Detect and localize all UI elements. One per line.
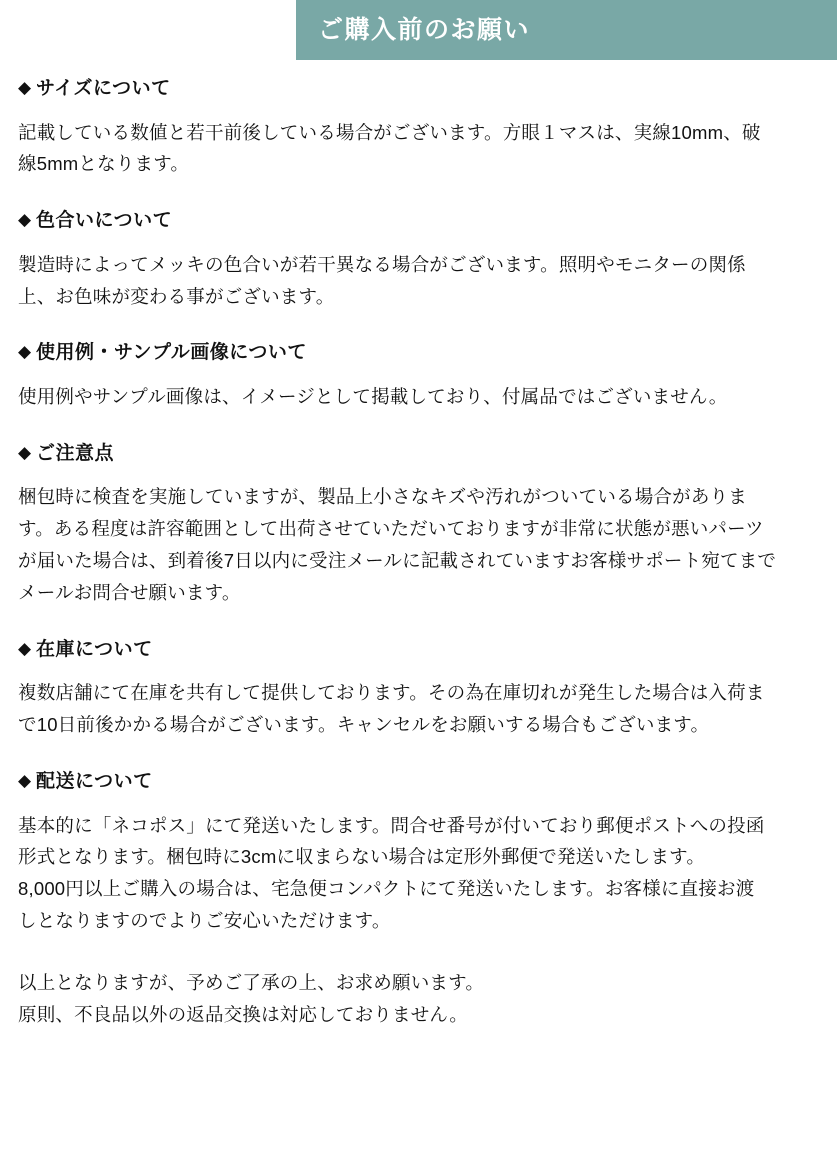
section-heading-sample-image	[18, 324, 819, 377]
section-body-color	[18, 245, 819, 325]
content-area	[0, 60, 837, 1030]
body-line: 記載している数値と若干前後している場合がございます。方眼１マスは、実線10mm、破	[18, 121, 761, 143]
section-heading-label: 色合いについて	[36, 210, 173, 232]
section-heading-label: 在庫について	[36, 638, 153, 660]
body-line: で10日前後かかる場合がございます。キャンセルをお願いする場合もございます。	[18, 714, 710, 736]
section-heading-shipping	[18, 753, 819, 806]
section-body-sample-image	[18, 377, 819, 425]
body-line: 線5mmとなります。	[18, 153, 190, 175]
closing-line: 原則、不良品以外の返品交換は対応しておりません。	[18, 1003, 468, 1025]
section-shipping	[18, 753, 819, 949]
body-line: 基本的に「ネコポス」にて発送いたします。問合せ番号が付いており郵便ポストへの投函	[18, 814, 765, 836]
section-sample-image	[18, 324, 819, 424]
body-line: 形式となります。梱包時に3cmに収まらない場合は定形外郵便で発送いたします。	[18, 846, 706, 868]
closing-note	[18, 949, 819, 1031]
page-title: ご購入前のお願い	[318, 16, 531, 44]
body-line: 上、お色味が変わる事がございます。	[18, 285, 335, 307]
body-line: 使用例やサンプル画像は、イメージとして掲載しており、付属品ではございません。	[18, 386, 728, 408]
diamond-bullet-icon: ◆	[18, 78, 32, 97]
section-stock	[18, 621, 819, 753]
section-heading-label: サイズについて	[36, 78, 171, 99]
section-caution	[18, 425, 819, 621]
section-heading-size	[18, 60, 819, 113]
section-color	[18, 192, 819, 324]
body-line: が届いた場合は、到着後7日以内に受注メールに記載されていますお客様サポート宛てまで	[18, 550, 777, 572]
section-heading-caution	[18, 425, 819, 478]
header-band	[0, 0, 837, 60]
section-size	[18, 60, 819, 192]
diamond-bullet-icon: ◆	[18, 442, 32, 462]
body-line: 8,000円以上ご購入の場合は、宅急便コンパクトにて発送いたします。お客様に直接お渡	[18, 878, 755, 900]
diamond-bullet-icon: ◆	[18, 342, 32, 362]
body-line: 製造時によってメッキの色合いが若干異なる場合がございます。照明やモニターの関係	[18, 253, 746, 275]
section-body-shipping	[18, 806, 819, 949]
section-body-stock	[18, 673, 819, 753]
diamond-bullet-icon: ◆	[18, 210, 32, 230]
body-line: 複数店舗にて在庫を共有して提供しております。その為在庫切れが発生した場合は入荷ま	[18, 682, 765, 704]
body-line: 梱包時に検査を実施していますが、製品上小さなキズや汚れがついている場合がありま	[18, 486, 747, 508]
body-line: す。ある程度は許容範囲として出荷させていただいておりますが非常に状態が悪いパーツ	[18, 518, 764, 540]
section-heading-stock	[18, 621, 819, 674]
closing-line: 以上となりますが、予めご了承の上、お求め願います。	[18, 971, 485, 993]
section-heading-label: ご注意点	[36, 442, 115, 464]
section-heading-color	[18, 192, 819, 245]
section-heading-label: 使用例・サンプル画像について	[36, 342, 307, 364]
section-heading-label: 配送について	[36, 770, 153, 792]
header-bar	[296, 0, 837, 60]
diamond-bullet-icon: ◆	[18, 638, 32, 658]
section-body-size	[18, 113, 819, 193]
section-body-caution	[18, 477, 819, 620]
diamond-bullet-icon: ◆	[18, 770, 32, 790]
body-line: メールお問合せ願います。	[18, 581, 241, 603]
body-line: しとなりますのでよりご安心いただけます。	[18, 909, 391, 931]
